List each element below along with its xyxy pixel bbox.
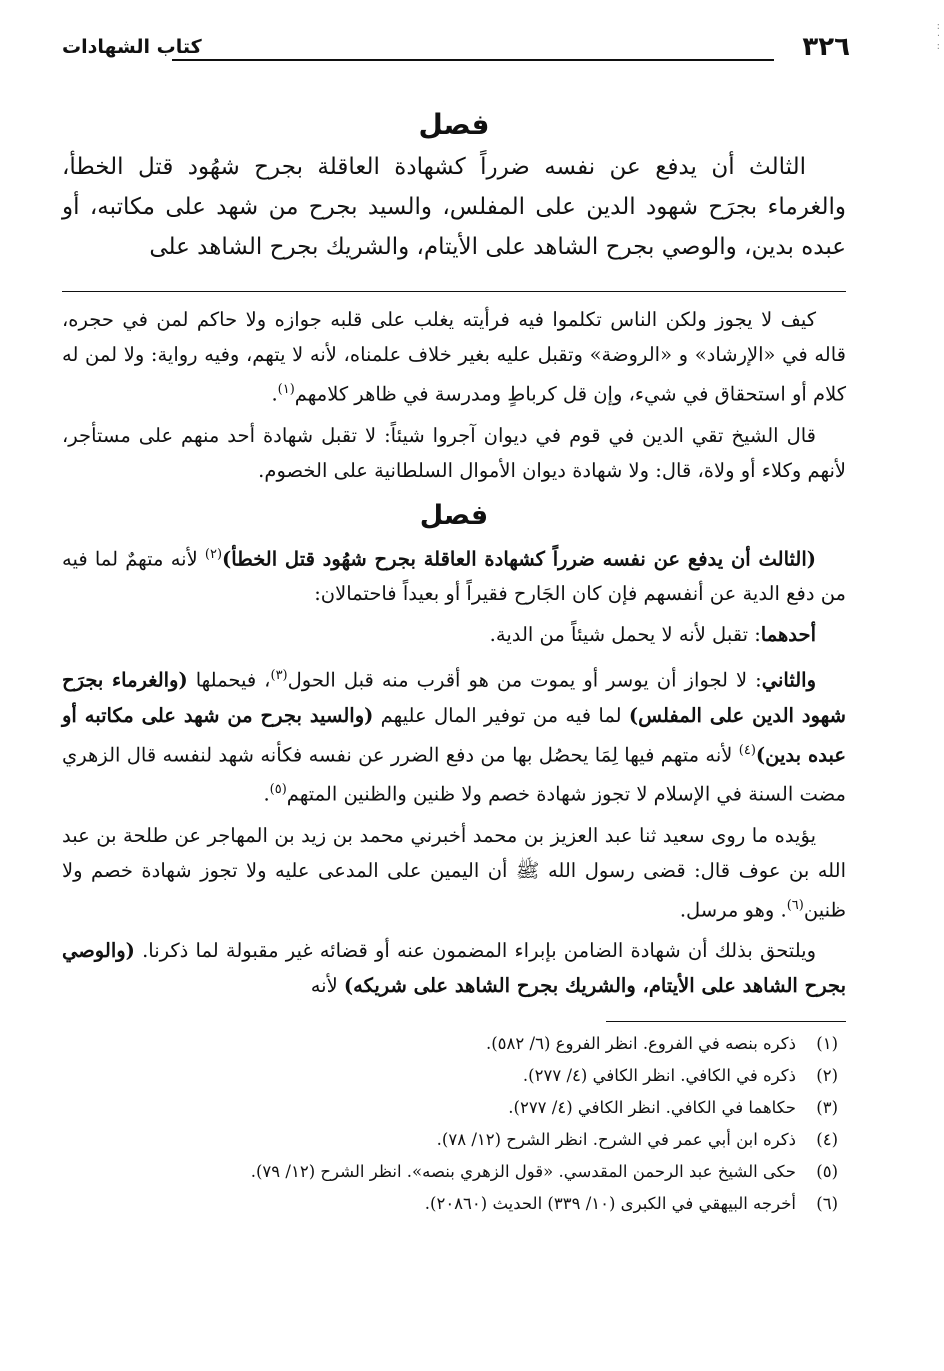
footnote-ref: (٢) [204, 546, 223, 562]
footnote: (٣)حكاهما في الكافي. انظر الكافي (٤/ ٢٧٧). [508, 1098, 838, 1117]
commentary-paragraph: (الثالث أن يدفع عن نفسه ضرراً كشهادة العاقلة بجرح شهُود قتل الخطأ)$^{(٢)}$ لأنه متهمٌ لما فيه من دفع الدية عن أنفسهم فإن كان الجَارح فقيراً أو بعيداً فاحتمالان: [62, 546, 846, 605]
commentary [62, 302, 846, 1003]
footnote-ref: (٥) [269, 782, 287, 797]
footnote: (٢)ذكره في الكافي. انظر الكافي (٤/ ٢٧٧). [522, 1066, 838, 1085]
commentary-paragraph: كيف لا يجوز ولكن الناس تكلموا فيه فرأيته يغلب على قلبه جوازه ولا حاكم لمن في حجره، قاله في «الإرشاد» و «الروضة» وتقبل عليه بغير خلاف علمناه، لأنه لا يتهم، وفيه رواية: ولا لمن له كلام أو استحقاق في شيء، وإن قل كرباطٍ ومدرسة في ظاهر كلامهم$^{(١)}$. [62, 308, 846, 406]
book-page [62, 30, 850, 1220]
commentary-paragraph: أحدهما: تقبل لأنه لا يحمل شيئاً من الدية. [489, 623, 816, 646]
header-rule [172, 59, 774, 61]
footnote: (١)ذكره بنصه في الفروع. انظر الفروع (٦/ ٥٨٢). [485, 1034, 838, 1053]
text-divider [62, 291, 846, 292]
matn-text [62, 147, 846, 267]
footnote: (٦)أخرجه البيهقي في الكبرى (١٠/ ٣٣٩) الحديث (٢٠٨٦٠). [424, 1194, 838, 1213]
footnote-ref: (٦) [786, 897, 804, 913]
commentary-paragraph: والثاني: لا لجواز أن يوسر أو يموت من هو أقرب منه قبل الحول$^{(٣)}$، فيحملها (والغرماء بجرَح شهود الدين على المفلس) لما فيه من توفير المال عليهم (والسيد بجرح من شهد على مكاتبه أو عبده بدين)$^{(٤)}$ لأنه متهم فيها لِمَا يحصُل بها من دفع الضرر عن نفسه فكأنه شهد لنفسه قال الزهري مضت السنة في الإسلام لا تجوز شهادة خصم ولا ظنين والظنين المتهم$^{(٥)}$. [62, 668, 846, 806]
page-number: ٣٢٦ [802, 32, 850, 62]
footnote: (٥)حكى الشيخ عبد الرحمن المقدسي. «قول الزهري بنصه». انظر الشرح (١٢/ ٧٩). [250, 1162, 838, 1181]
commentary-paragraph: يؤيده ما روى سعيد ثنا عبد العزيز بن محمد أخبرني محمد بن زيد بن المهاجر عن طلحة بن عبد الله بن عوف قال: قضى رسول الله ﷺ أن اليمين على المدعى عليه ولا تجوز شهادة خصم ولا ظنين$^{(٦)}$. وهو مرسل. [62, 823, 846, 921]
commentary-paragraph: ويلتحق بذلك أن شهادة الضامن بإبراء المضمون عنه أو قضائه غير مقبولة لما ذكرنا. (والوصي بجرح الشاهد على الأيتام، والشريك بجرح الشاهد على شريكه) لأنه [62, 939, 846, 997]
footnote-ref: (١) [277, 382, 295, 397]
commentary-paragraph: قال الشيخ تقي الدين في قوم في ديوان آجروا شيئاً: لا تقبل شهادة أحد منهم على مستأجر، لأنهم وكلاء أو ولاة، قال: ولا شهادة ديوان الأموال السلطانية على الخصوم. [62, 423, 846, 482]
section-title: فصل [418, 108, 490, 141]
footnote: (٤)ذكره ابن أبي عمر في الشرح. انظر الشرح (١٢/ ٧٨). [436, 1130, 838, 1149]
footnote-ref: (٣) [270, 668, 288, 683]
footnote-divider [606, 1021, 846, 1022]
footnote-ref: (٤) [738, 742, 756, 758]
book-title: كتاب الشهادات [62, 36, 202, 58]
matn-paragraph: الثالث أن يدفع عن نفسه ضرراً كشهادة العاقلة بجرح شهُود قتل الخطأ، والغرماء بجرَح شهود الدين على المفلس، والسيد بجرح من شهد على مكاتبه، أو عبده بدين، والوصي بجرح الشاهد على الأيتام، والشريك بجرح الشاهد على [62, 154, 846, 260]
margin-mark: : · : [936, 21, 940, 52]
running-header [62, 30, 850, 70]
section-title: فصل [419, 499, 489, 531]
footnotes [62, 1028, 838, 1220]
